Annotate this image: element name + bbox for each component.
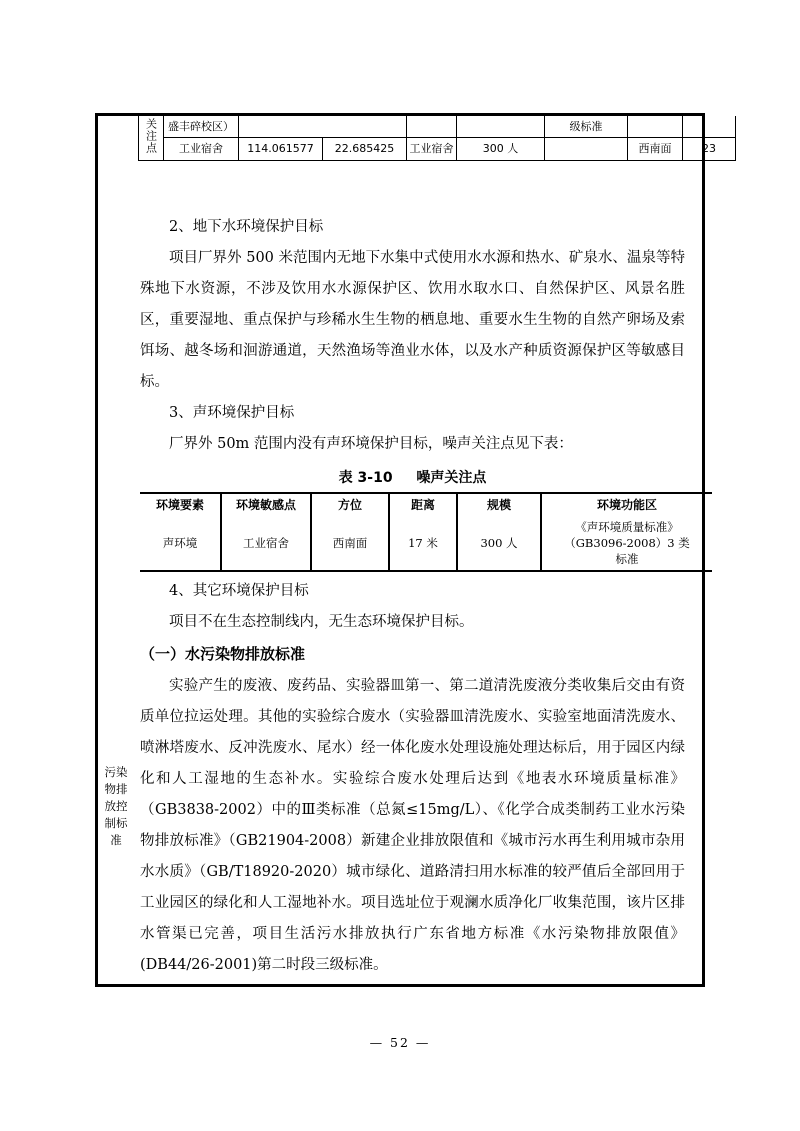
function-zone-line-1: 《声环境质量标准》: [575, 520, 679, 534]
document-body: [140, 212, 690, 981]
cell-direction: 西南面: [311, 516, 389, 571]
noise-table-caption-title: 噪声关注点: [416, 470, 487, 486]
paragraph-water-pollutant-standard: 实验产生的废液、废药品、实验器皿第一、第二道清洗废液分类收集后交由有资质单位拉运处理。其他的实验综合废水（实验器皿清洗废水、实验室地面清洗废水、喷淋塔废水、反冲洗废水、尾水）经一体化废水处理设施处理达标后，用于园区内绿化和人工湿地的生态补水。实验综合废水处理后达到《地表水环境质量标准》（GB3838-2002）中的Ⅲ类标准（总氮≤15mg/L）、《化学合成类制药工业水污染物排放标准》（GB21904-2008）新建企业排放限值和《城市污水再生利用城市杂用水水质》（GB/T18920-2020）城市绿化、道路清扫用水标准的较严值后全部回用于工业园区的绿化和人工湿地补水。项目选址位于观澜水质净化厂收集范围，该片区排水管渠已完善，项目生活污水排放执行广东省地方标准《水污染物排放限值》(DB44/26-2001)第二时段三级标准。: [140, 678, 685, 973]
table-row: [98, 116, 760, 138]
cont-cell-empty-left: [98, 116, 139, 138]
col-header-direction: 方位: [311, 493, 389, 516]
noise-table-caption: [140, 466, 685, 490]
cont-cell-type: [407, 138, 457, 161]
cell-scale: 300 人: [457, 516, 541, 571]
heading-groundwater: 2、地下水环境保护目标: [169, 219, 324, 235]
paragraph-other-targets: 项目不在生态控制线内，无生态环境保护目标。: [169, 614, 474, 630]
cont-cell-grade-standard: 级标准: [545, 116, 628, 138]
table-row: [140, 516, 712, 571]
cont-cell-empty-right: [736, 116, 761, 138]
function-zone-line-3: 标准: [615, 552, 639, 566]
heading-acoustic: 3、声环境保护目标: [169, 405, 295, 421]
col-header-function-zone: 环境功能区: [541, 493, 712, 516]
noise-concern-points-table: [140, 492, 712, 572]
cont-cell-type-text: 工业宿舍: [409, 142, 454, 156]
cont-cell-direction: 西南面: [628, 138, 683, 161]
col-header-scale: 规模: [457, 493, 541, 516]
continuation-table: [98, 116, 760, 161]
cont-cell-latitude: 22.685425: [323, 138, 407, 161]
cell-function-zone: [541, 516, 712, 571]
cont-cell-sensitive-point: 工业宿舍: [164, 138, 239, 161]
page-border-frame: [95, 113, 716, 987]
function-zone-line-2: （GB3096-2008）3 类: [564, 536, 690, 550]
cell-distance: 17 米: [389, 516, 457, 571]
paragraph-groundwater: 项目厂界外 500 米范围内无地下水集中式使用水水源和热水、矿泉水、温泉等特殊地下水资源，不涉及饮用水水源保护区、饮用水取水口、自然保护区、风景名胜区，重要湿地、重点保护与珍稀水生生物的栖息地、重要水生生物的自然产卵场及索饵场、越冬场和洄游通道，天然渔场等渔业水体，以及水产种质资源保护区等敏感目标。: [140, 250, 685, 390]
side-label-line-1: 污染: [104, 765, 128, 779]
heading-other-targets: 4、其它环境保护目标: [169, 583, 309, 599]
side-label-line-2: 物排: [104, 782, 128, 796]
cont-cell-empty-right-2: [736, 138, 761, 161]
cont-cell-row-label: [139, 116, 164, 161]
cell-sensitive-point: 工业宿舍: [221, 516, 311, 571]
cont-cell-standard-blank: [545, 138, 628, 161]
noise-table-caption-number: 表 3-10: [338, 470, 393, 486]
side-label-line-3: 放控: [104, 799, 128, 813]
cont-cell-campus-note: 盛丰碎校区）: [164, 116, 239, 138]
cont-cell-direction-blank: [628, 116, 683, 138]
cont-cell-distance-blank: [683, 116, 736, 138]
heading-water-pollutant-standard: （一）水污染物排放标准: [140, 645, 306, 663]
table-row: [98, 138, 760, 161]
cont-cell-longitude: 114.061577: [239, 138, 323, 161]
cont-cell-scale: 300 人: [457, 138, 545, 161]
cont-row-label-text: 关注点: [144, 118, 158, 154]
col-header-distance: 距离: [389, 493, 457, 516]
cont-cell-distance: 23: [683, 138, 736, 161]
col-header-sensitive-point: 环境敏感点: [221, 493, 311, 516]
side-vertical-label: [98, 764, 134, 849]
cont-cell-type-blank: [407, 116, 457, 138]
cont-cell-empty-left-2: [98, 138, 139, 161]
page-footer: [0, 1035, 800, 1050]
table-header-row: [140, 493, 712, 516]
col-header-environment-factor: 环境要素: [140, 493, 221, 516]
cell-environment-factor: 声环境: [140, 516, 221, 571]
cont-cell-scale-blank: [457, 116, 545, 138]
cont-cell-coord-blank: [239, 116, 407, 138]
paragraph-acoustic: 厂界外 50m 范围内没有声环境保护目标，噪声关注点见下表：: [169, 436, 573, 452]
page-number: — 52 —: [369, 1035, 431, 1050]
side-label-line-5: 准: [110, 833, 122, 847]
side-label-line-4: 制标: [104, 816, 128, 830]
